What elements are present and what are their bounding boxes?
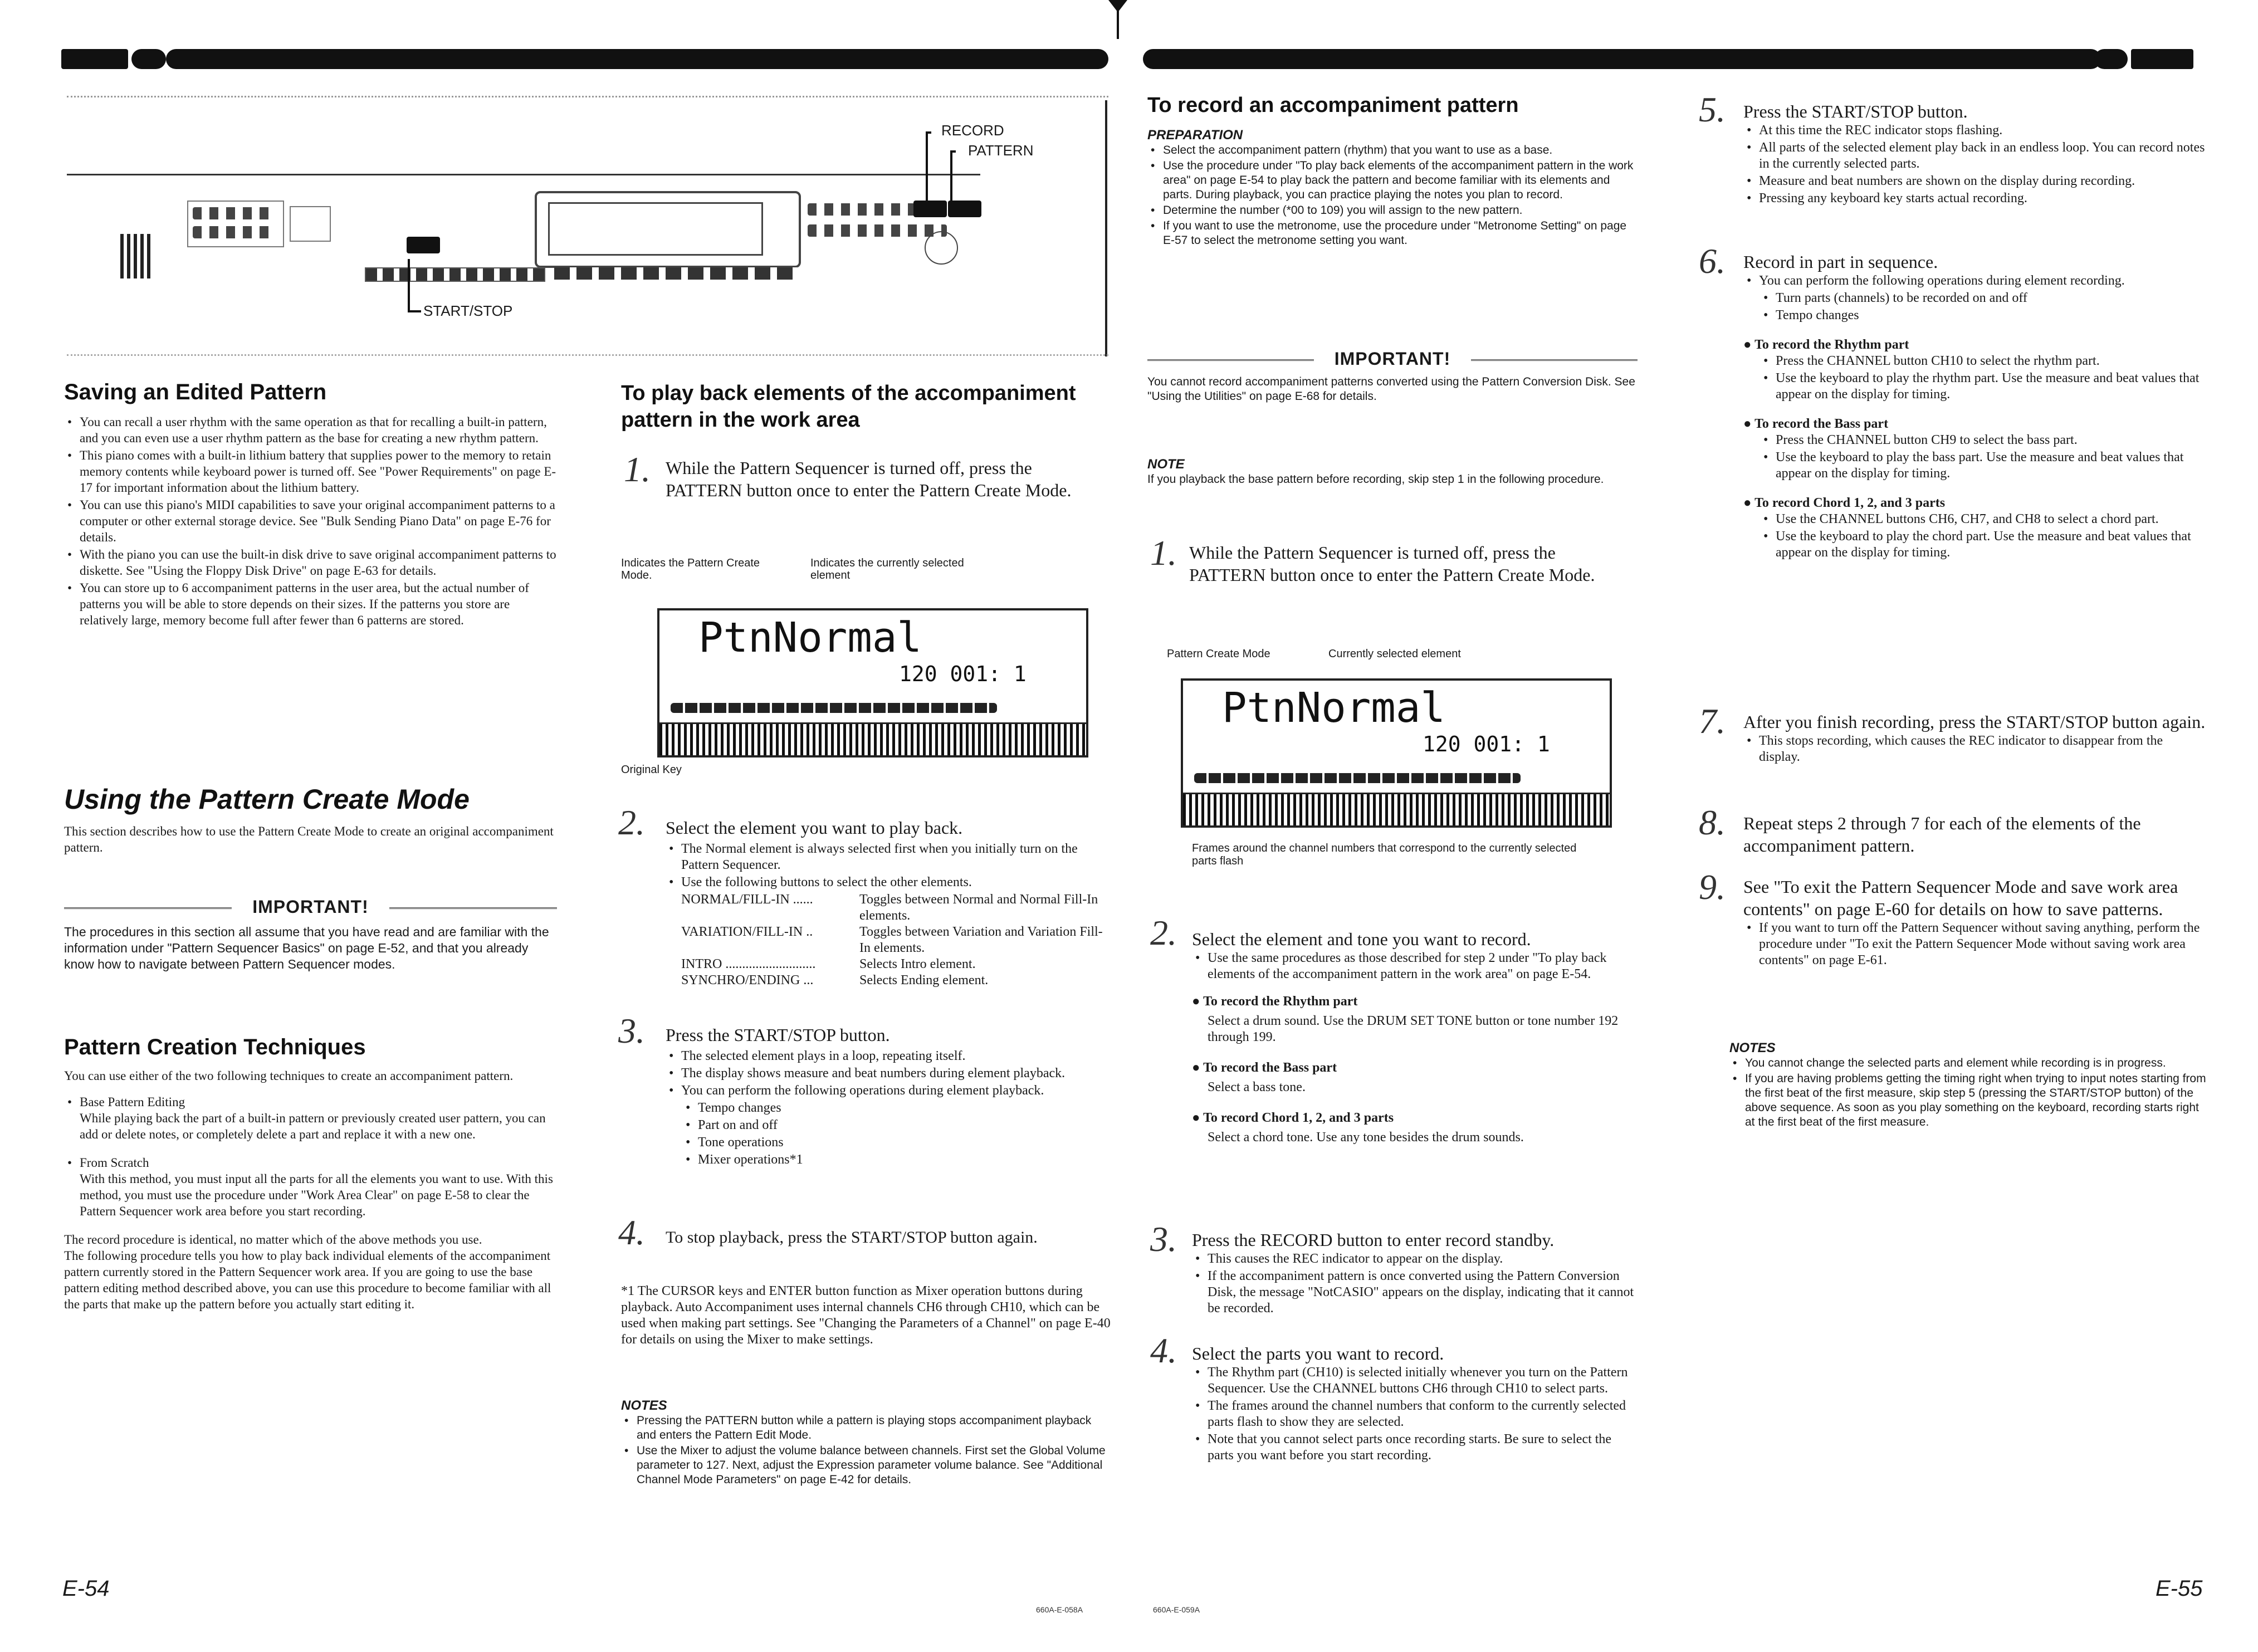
step6 — [1743, 251, 2206, 562]
step5 — [1743, 100, 2206, 208]
rhythm-head-text: To record the Rhythm part — [1203, 994, 1358, 1009]
record-label: RECORD — [941, 122, 1004, 139]
list-item — [80, 1155, 557, 1219]
list-item: • Use the keyboard to play the chord part. Use the measure and beat values that appear on the display for timing. — [1776, 529, 2206, 561]
start-stop-callout-line — [408, 259, 421, 312]
figure-bottom-dash — [67, 354, 1108, 356]
lcd-label-c: Original Key — [621, 764, 682, 776]
header-bar-left — [61, 49, 128, 69]
col2-chord — [1743, 495, 2206, 561]
panel-left-buttons — [187, 201, 284, 247]
list-item: • If you want to turn off the Pattern Sequencer without saving anything, perform the procedure under "To exit the Pattern Sequencer Mode without saving work area contents" on page E-61. — [1759, 920, 2206, 969]
record-step2 — [1192, 928, 1638, 1146]
step7-text: After you finish recording, press the START/STOP button again. — [1743, 712, 2206, 732]
step2-bullets — [666, 841, 1111, 891]
table-key: NORMAL/FILL-IN ...... — [681, 892, 813, 907]
bass-bullets — [1760, 432, 2206, 482]
list-item: • You can perform the following operations during element recording. — [1759, 273, 2206, 289]
list-item: • If the accompaniment pattern is once converted using the Pattern Conversion Disk, the message "NotCASIO" appears on the display, indicating that it cannot be recorded. — [1208, 1268, 1638, 1317]
cursor-keys[interactable] — [925, 231, 958, 265]
list-item: • If you want to use the metronome, use the procedure under "Metronome Setting" on page E-57 to select the metronome setting you want. — [1163, 219, 1638, 248]
list-item: • Tempo changes — [698, 1100, 1111, 1116]
techniques-section — [64, 1035, 557, 1312]
table-value: Toggles between Variation and Variation Fill-In elements. — [859, 925, 1103, 955]
bass-text: Select a bass tone. — [1208, 1080, 1306, 1094]
record-step3 — [1192, 1229, 1638, 1318]
list-item: • Use the CHANNEL buttons CH6, CH7, and CH8 to select a chord part. — [1776, 511, 2206, 527]
list-item: • The Rhythm part (CH10) is selected initially whenever you turn on the Pattern Sequencer. Use the CHANNEL buttons CH6 through CH10 to select parts. — [1208, 1365, 1638, 1397]
lcd-channel-frames — [1194, 773, 1521, 783]
list-item: • Press the CHANNEL button CH9 to select the bass part. — [1776, 432, 2206, 448]
table-row — [681, 924, 1111, 956]
list-item: • Part on and off — [698, 1117, 1111, 1133]
technique-head: • From Scratch — [80, 1156, 149, 1170]
lcd-main-text: PtnNormal — [698, 614, 922, 662]
using-section — [64, 783, 557, 856]
record-step4 — [1192, 1342, 1638, 1465]
step6-text: Record in part in sequence. — [1743, 252, 1938, 272]
step-number: 5. — [1699, 90, 1726, 129]
page-number-right: E-55 — [2156, 1576, 2203, 1601]
step-number: 7. — [1699, 701, 1726, 741]
using-title: Using the Pattern Create Mode — [64, 784, 470, 815]
notes-list — [1729, 1056, 2208, 1130]
step5-text: Press the START/STOP button. — [1743, 101, 1968, 121]
note-title: NOTE — [1147, 457, 1185, 472]
table-row — [681, 892, 1111, 924]
chord-head: ● To record Chord 1, 2, and 3 parts — [1192, 1111, 1394, 1125]
record-section — [1147, 94, 1638, 249]
list-item: • The display shows measure and beat numbers during element playback. — [681, 1066, 1111, 1082]
techniques-para2: The following procedure tells you how to play back individual elements of the accompaniment pattern currently stored in the Pattern Sequencer work area. If you are going to use the base pattern editing method described above, you can use this procedure to become familiar with all the parts that make up the pattern before you actually start editing it. — [64, 1249, 551, 1311]
saving-bullets — [64, 414, 557, 628]
notes-title: NOTES — [621, 1398, 667, 1413]
pattern-callout-line — [950, 150, 956, 208]
col2-rhythm — [1743, 337, 2206, 403]
list-item: • This causes the REC indicator to appear on the display. — [1208, 1251, 1638, 1267]
step6-bullets — [1743, 273, 2206, 289]
list-item: • If you are having problems getting the timing right when trying to input notes starting from the first beat of the first measure, skip step 5 (pressing the START/STOP button) of the above sequence. As soon as you play something on the keyboard, recording starts right at the first beat of the first measure. — [1745, 1072, 2208, 1130]
step3-text: Press the RECORD button to enter record standby. — [1192, 1230, 1555, 1250]
rhythm-head: ● To record the Rhythm part — [1743, 338, 1909, 352]
list-item: • Tempo changes — [1776, 307, 2206, 324]
chord-head-text: To record Chord 1, 2, and 3 parts — [1754, 496, 1946, 510]
playback-title: To play back elements of the accompaniment pattern in the work area — [621, 382, 1076, 432]
lcd2-caption: Frames around the channel numbers that correspond to the currently selected parts flash — [1192, 842, 1577, 867]
list-item: • Note that you cannot select parts once recording starts. Be sure to select the parts you want before you start recording. — [1208, 1431, 1638, 1464]
saving-title: Saving an Edited Pattern — [64, 380, 327, 404]
step9 — [1743, 876, 2206, 970]
list-item: • Determine the number (*00 to 109) you will assign to the new pattern. — [1163, 203, 1638, 218]
step9-text: See "To exit the Pattern Sequencer Mode and save work area contents" on page E-60 for details on how to save patterns. — [1743, 877, 2178, 919]
step3-sub-bullets — [682, 1100, 1111, 1168]
list-item: • The frames around the channel numbers that conform to the currently selected parts flash to show they are selected. — [1208, 1398, 1638, 1430]
step3-bullets — [666, 1048, 1111, 1099]
header-bar-left-long — [166, 49, 1108, 69]
chord-block — [1192, 1110, 1638, 1146]
list-item: • Use the Mixer to adjust the volume balance between channels. First set the Global Volume parameter to 127. Next, adjust the Expression parameter volume balance. See "Additional Channel Mode Parameters" on page E-42 for details. — [637, 1444, 1111, 1487]
playback-footnote: *1 The CURSOR keys and ENTER button function as Mixer operation buttons during playback. Auto Accompaniment uses internal channels CH6 through CH10, which can be used when making part settings. See "Changing the Parameters of a Channel" on page E-40 for details on using the Mixer to make settings. — [621, 1284, 1111, 1347]
preparation-list — [1147, 143, 1638, 248]
step2-text: Select the element you want to play back. — [666, 818, 963, 838]
important-left-title: IMPORTANT! — [64, 897, 557, 917]
rhythm-text: Select a drum sound. Use the DRUM SET TONE button or tone number 192 through 199. — [1208, 1014, 1619, 1044]
panel-sliders — [120, 234, 154, 278]
record-step1: While the Pattern Sequencer is turned off, press the PATTERN button once to enter the Pattern Create Mode. — [1189, 542, 1595, 585]
step4-text: Select the parts you want to record. — [1192, 1343, 1444, 1363]
list-item: • Press the CHANNEL button CH10 to select the rhythm part. — [1776, 353, 2206, 369]
panel-display — [535, 191, 801, 268]
step5-bullets — [1743, 123, 2206, 207]
chord-head-text: To record Chord 1, 2, and 3 parts — [1203, 1111, 1394, 1125]
list-item: • Measure and beat numbers are shown on the display during recording. — [1759, 173, 2206, 189]
rhythm-block — [1192, 994, 1638, 1045]
step-number: 1. — [624, 449, 651, 489]
col2-bass — [1743, 416, 2206, 482]
keyboard-panel — [67, 174, 980, 295]
step-number: 3. — [1150, 1219, 1177, 1259]
figure-top-dash — [67, 96, 1108, 97]
list-item: • Use the procedure under "To play back elements of the accompaniment pattern in the work area" on page E-54 to play back the pattern and become familiar with its elements and parts. During playback, you can practice playing the notes you plan to record. — [1163, 159, 1638, 202]
step-number: 8. — [1699, 803, 1726, 842]
playback-step3 — [666, 1024, 1111, 1169]
pattern-label: PATTERN — [968, 142, 1034, 159]
using-intro: This section describes how to use the Pattern Create Mode to create an original accompaniment pattern. — [64, 824, 554, 854]
list-item: • Pressing the PATTERN button while a pattern is playing stops accompaniment playback and enters the Pattern Edit Mode. — [637, 1414, 1111, 1443]
step2-text: Select the element and tone you want to record. — [1192, 929, 1531, 949]
step-number: 2. — [1150, 913, 1177, 952]
bass-head: ● To record the Bass part — [1192, 1060, 1337, 1075]
bass-head-text: To record the Bass part — [1203, 1060, 1337, 1075]
list-item: • You can recall a user rhythm with the same operation as that for recalling a built-in pattern, and you can even use a user rhythm pattern as the base for creating a new rhythm pattern. — [80, 414, 557, 446]
table-value: Selects Ending element. — [859, 973, 989, 988]
chord-bullets — [1760, 511, 2206, 561]
table-value: Toggles between Normal and Normal Fill-In elements. — [859, 892, 1098, 923]
element-table — [681, 892, 1111, 989]
step6-sub-bullets — [1760, 290, 2206, 324]
list-item: • The Normal element is always selected first when you initially turn on the Pattern Sequencer. — [681, 841, 1111, 873]
lcd-display-right — [1181, 678, 1612, 828]
table-key: SYNCHRO/ENDING ... — [681, 973, 814, 988]
panel-number-buttons — [554, 267, 799, 280]
rhythm-head-text: To record the Rhythm part — [1754, 338, 1909, 352]
lcd-display-left — [657, 608, 1088, 757]
table-key: INTRO ........................... — [681, 957, 816, 971]
step8: Repeat steps 2 through 7 for each of the elements of the accompaniment pattern. — [1743, 813, 2141, 856]
button-row — [193, 226, 276, 238]
technique-text: While playing back the part of a built-in pattern or previously created user pattern, you can add or delete notes, or completely delete a part and replace it with a new one. — [80, 1111, 546, 1141]
step-number: 4. — [618, 1213, 645, 1252]
list-item: • You cannot change the selected parts and element while recording is in progress. — [1745, 1056, 2208, 1071]
preparation-title: PREPARATION — [1147, 128, 1243, 143]
lcd-main-text: PtnNormal — [1222, 684, 1445, 732]
start-stop-button[interactable] — [407, 237, 440, 253]
important-right — [1147, 349, 1638, 404]
step-number: 6. — [1699, 241, 1726, 281]
list-item: • Turn parts (channels) to be recorded on and off — [1776, 290, 2206, 306]
bass-head-text: To record the Bass part — [1754, 417, 1889, 431]
list-item: • Mixer operations*1 — [698, 1152, 1111, 1168]
note-text: If you playback the base pattern before recording, skip step 1 in the following procedure. — [1147, 473, 1604, 486]
bass-head: ● To record the Bass part — [1743, 417, 1889, 431]
techniques-list — [64, 1094, 557, 1219]
col2-notes — [1729, 1040, 2208, 1131]
panel-display-screen — [548, 202, 763, 256]
header-bar-right-pill — [2094, 49, 2128, 69]
step7-bullets — [1743, 733, 2206, 765]
playback-section — [621, 380, 1114, 433]
techniques-title: Pattern Creation Techniques — [64, 1035, 366, 1059]
header-bar-right — [2131, 49, 2193, 69]
chord-head: ● To record Chord 1, 2, and 3 parts — [1743, 496, 1946, 510]
list-item: • You can store up to 6 accompaniment patterns in the user area, but the actual number of patterns you will be able to store depends on their sizes. If the patterns you store are relatively large, memory become full after fewer than 6 patterns are stored. — [80, 580, 557, 628]
lcd-sub-text: 120 001: 1 — [1423, 732, 1550, 756]
page-code-left: 660A-E-058A — [1036, 1605, 1083, 1614]
playback-step2 — [666, 817, 1111, 989]
list-item: • This piano comes with a built-in lithium battery that supplies power to the memory to retain memory contents while keyboard power is turned off. See "Power Requirements" on page E-17 for important information about the lithium battery. — [80, 447, 557, 496]
saving-section — [64, 380, 557, 629]
lcd2-label-b: Currently selected element — [1328, 648, 1461, 660]
step-number: 1. — [1150, 533, 1177, 573]
list-item: • Use the keyboard to play the bass part. Use the measure and beat values that appear on the display for timing. — [1776, 449, 2206, 482]
playback-step1: While the Pattern Sequencer is turned off, press the PATTERN button once to enter the Pattern Create Mode. — [666, 458, 1072, 500]
list-item: • At this time the REC indicator stops flashing. — [1759, 123, 2206, 139]
header-bar-left-pill — [131, 49, 166, 69]
record-note — [1147, 457, 1638, 487]
page-number-left: E-54 — [62, 1576, 110, 1601]
step-number: 4. — [1150, 1331, 1177, 1370]
list-item: • All parts of the selected element play back in an endless loop. You can record notes in the currently selected parts. — [1759, 140, 2206, 172]
list-item: • With the piano you can use the built-in disk drive to save original accompaniment patterns to diskette. See "Using the Floppy Disk Drive" on page E-63 for details. — [80, 546, 557, 579]
list-item: • Use the following buttons to select the other elements. — [681, 874, 1111, 891]
panel-tone-buttons — [365, 267, 545, 282]
lcd-keyboard — [659, 722, 1086, 755]
important-right-text: You cannot record accompaniment patterns converted using the Pattern Conversion Disk. See "Using the Utilities" on page E-68 for details. — [1147, 375, 1635, 403]
list-item: • Pressing any keyboard key starts actual recording. — [1759, 190, 2206, 207]
lcd-label-b: Indicates the currently selected element — [810, 557, 964, 581]
list-item: • You can perform the following operations during element playback. — [681, 1083, 1111, 1099]
techniques-para1: The record procedure is identical, no matter which of the above methods you use. — [64, 1233, 482, 1247]
list-item: • This stops recording, which causes the REC indicator to disappear from the display. — [1759, 733, 2206, 765]
step-number: 9. — [1699, 867, 1726, 907]
list-item: • Tone operations — [698, 1135, 1111, 1151]
panel-small-block — [290, 206, 331, 242]
list-item: • Use the same procedures as those described for step 2 under "To play back elements of the accompaniment pattern in the work area" on page E-54. — [1208, 950, 1638, 983]
technique-text: With this method, you must input all the parts for all the elements you want to use. With this method, you must use the procedure under "Work Area Clear" on page E-58 to clear the Pattern Sequencer work area before you start recording. — [80, 1172, 553, 1218]
step-number: 2. — [618, 803, 645, 842]
list-item: • You can use this piano's MIDI capabilities to save your original accompaniment patterns to a computer or other external storage device. See "Bulk Sending Piano Data" on page E-76 for details. — [80, 497, 557, 545]
table-value: Selects Intro element. — [859, 957, 976, 971]
rhythm-bullets — [1760, 353, 2206, 403]
table-row — [681, 972, 1111, 989]
notes-title: NOTES — [1729, 1040, 1776, 1055]
list-item: • Select the accompaniment pattern (rhythm) that you want to use as a base. — [1163, 143, 1638, 158]
notes-list — [621, 1414, 1111, 1487]
list-item: • Use the keyboard to play the rhythm part. Use the measure and beat values that appear on the display for timing. — [1776, 370, 2206, 403]
record-callout-line — [926, 131, 931, 208]
lcd-label-a: Indicates the Pattern Create Mode. — [621, 557, 760, 581]
table-key: VARIATION/FILL-IN .. — [681, 925, 813, 939]
rhythm-head: ● To record the Rhythm part — [1192, 994, 1358, 1009]
lcd2-label-a: Pattern Create Mode — [1167, 648, 1270, 660]
important-right-title: IMPORTANT! — [1147, 349, 1638, 369]
playback-step4: To stop playback, press the START/STOP button again. — [666, 1228, 1038, 1247]
list-item — [80, 1094, 557, 1142]
button-row — [808, 224, 947, 237]
page-code-right: 660A-E-059A — [1153, 1605, 1200, 1614]
important-left-text: The procedures in this section all assume that you have read and are familiar with the information under "Pattern Sequencer Basics" on page E-52, and that you already know how to navigate between Pattern Sequencer modes. — [64, 925, 549, 971]
important-left — [64, 897, 557, 972]
bass-block — [1192, 1060, 1638, 1096]
figure-right-bracket — [1105, 100, 1107, 356]
step3-bullets — [1192, 1251, 1638, 1317]
spine-line — [1117, 0, 1119, 39]
techniques-intro: You can use either of the two following techniques to create an accompaniment pattern. — [64, 1069, 514, 1083]
chord-text: Select a chord tone. Use any tone besides the drum sounds. — [1208, 1130, 1524, 1145]
step7 — [1743, 711, 2206, 766]
button-row — [193, 207, 276, 219]
lcd-sub-text: 120 001: 1 — [899, 662, 1027, 686]
table-row — [681, 956, 1111, 972]
step9-bullets — [1743, 920, 2206, 969]
record-title: To record an accompaniment pattern — [1147, 94, 1519, 117]
playback-notes — [621, 1398, 1111, 1488]
list-item: • The selected element plays in a loop, repeating itself. — [681, 1048, 1111, 1064]
lcd-keyboard — [1183, 793, 1610, 825]
step4-bullets — [1192, 1365, 1638, 1464]
header-bar-right-long — [1143, 49, 2101, 69]
technique-head: • Base Pattern Editing — [80, 1095, 185, 1109]
lcd-channel-frames — [671, 703, 997, 713]
start-stop-label: START/STOP — [423, 302, 513, 319]
step3-text: Press the START/STOP button. — [666, 1025, 890, 1045]
step-number: 3. — [618, 1011, 645, 1050]
step2-bullets — [1192, 950, 1638, 983]
